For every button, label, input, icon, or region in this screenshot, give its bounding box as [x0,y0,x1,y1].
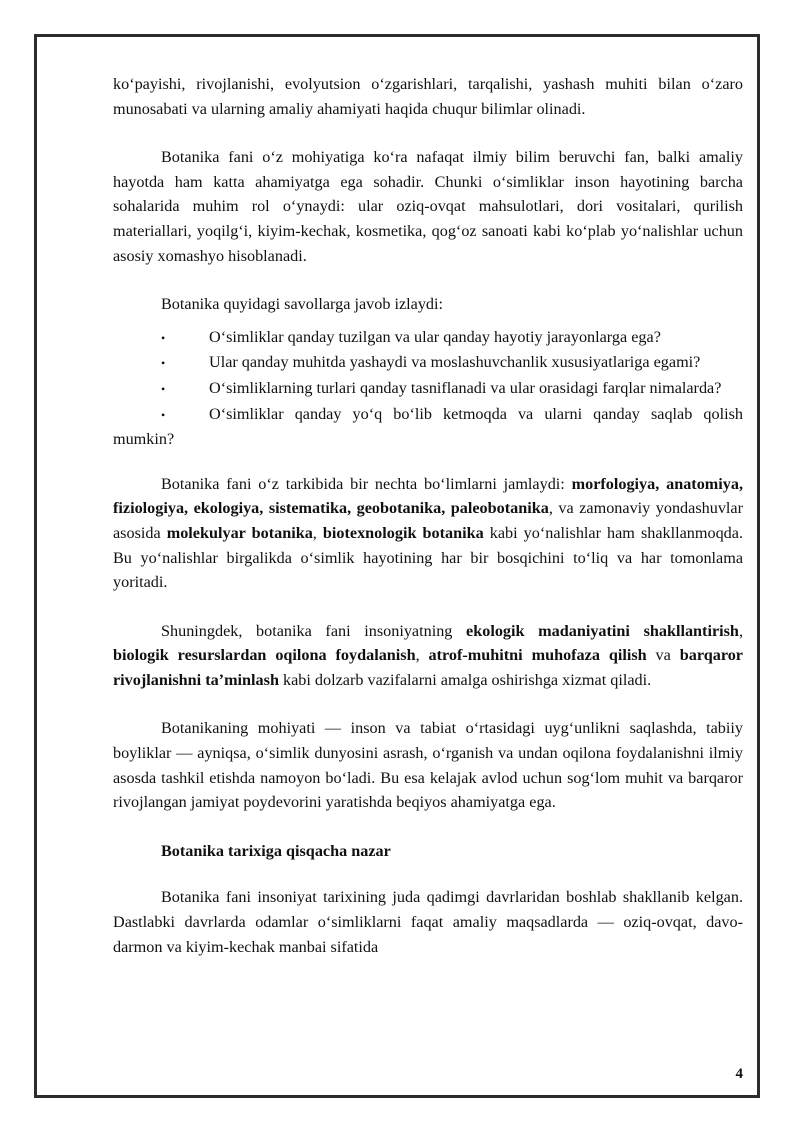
document-body [113,72,743,983]
paragraph-history: Botanika fani insoniyat tarixining juda qadimgi davrlaridan boshlab shakllanib kelgan. Dastlabki davrlarda odamlar o‘simliklarni faqat amaliy maqsadlarda — oziq-ovqat, davo-darmon va kiyim-kechak manbai sifatida [113,888,743,956]
section-heading: Botanika tarixiga qisqacha nazar [161,841,391,860]
paragraph-intro-continuation: ko‘payishi, rivojlanishi, evolyutsion o‘zgarishlari, tarqalishi, yashash muhiti bilan o‘zaro munosabati va ularning amaliy ahamiyati haqida chuqur bilimlar olinadi. [113,75,743,118]
page-number: 4 [735,1066,743,1082]
bullet-icon [161,326,209,351]
paragraph-branches: Botanika fani o‘z tarkibida bir nechta bo‘limlarni jamlaydi: morfologiya, anatomiya, fiziologiya, ekologiya, sistematika, geobotanika, paleobotanika, va zamonaviy yondashuvlar asosida molekulyar botanika, biotexnologik botanika kabi yo‘nalishlar ham shakllanmoqda. Bu yo‘nalishlar birgalikda o‘simlik hayotining har bir bosqichini to‘liq va har tomonlama yoritadi. [113,474,744,592]
paragraph-essence: Botanikaning mohiyati — inson va tabiat o‘rtasidagi uyg‘unlikni saqlashda, tabiiy boyliklar — ayniqsa, o‘simlik dunyosini asrash, o‘rganish va undan oqilona foydalanishni ilmiy asosda tashkil etishda namoyon bo‘ladi. Bu esa kelajak avlod uchun sog‘lom muhit va barqaror rivojlangan jamiyat poydevorini yaratishda beqiyos ahamiyatga ega. [113,719,743,812]
paragraph-ecological-culture: Shuningdek, botanika fani insoniyatning ekologik madaniyatini shakllantirish, biologik resurslardan oqilona foydalanish, atrof-muhitni muhofaza qilish va barqaror rivojlanishni ta’minlash kabi dolzarb vazifalarni amalga oshirishga xizmat qiladi. [113,621,743,689]
paragraph-practical-importance: Botanika fani o‘z mohiyatiga ko‘ra nafaqat ilmiy bilim beruvchi fan, balki amaliy hayotda ham katta ahamiyatga ega sohadir. Chunki o‘simliklar inson hayotining barcha sohalarida muhim rol o‘ynaydi: ular oziq-ovqat mahsulotlari, dori vositalari, qurilish materiallari, yoqilg‘i, kiyim-kechak, kosmetika, qog‘oz sanoati kabi ko‘plab yo‘nalishlar uchun asosiy xomashyo hisoblanadi. [113,148,743,265]
list-item: •Ular qanday muhitda yashaydi va moslashuvchanlik xususiyatlariga egami? [113,350,743,376]
bullet-icon [161,377,209,402]
bullet-icon [161,351,209,376]
list-item: •O‘simliklar qanday tuzilgan va ular qanday hayotiy jarayonlarga ega? [113,325,743,351]
bullet-icon [161,403,209,428]
questions-list [113,325,743,452]
list-item: •O‘simliklar qanday yo‘q bo‘lib ketmoqda va ularni qanday saqlab qolish mumkin? [113,402,743,452]
list-item: •O‘simliklarning turlari qanday tasniflanadi va ular orasidagi farqlar nimalarda? [113,376,743,402]
paragraph-questions-intro: Botanika quyidagi savollarga javob izlaydi: [161,295,444,314]
